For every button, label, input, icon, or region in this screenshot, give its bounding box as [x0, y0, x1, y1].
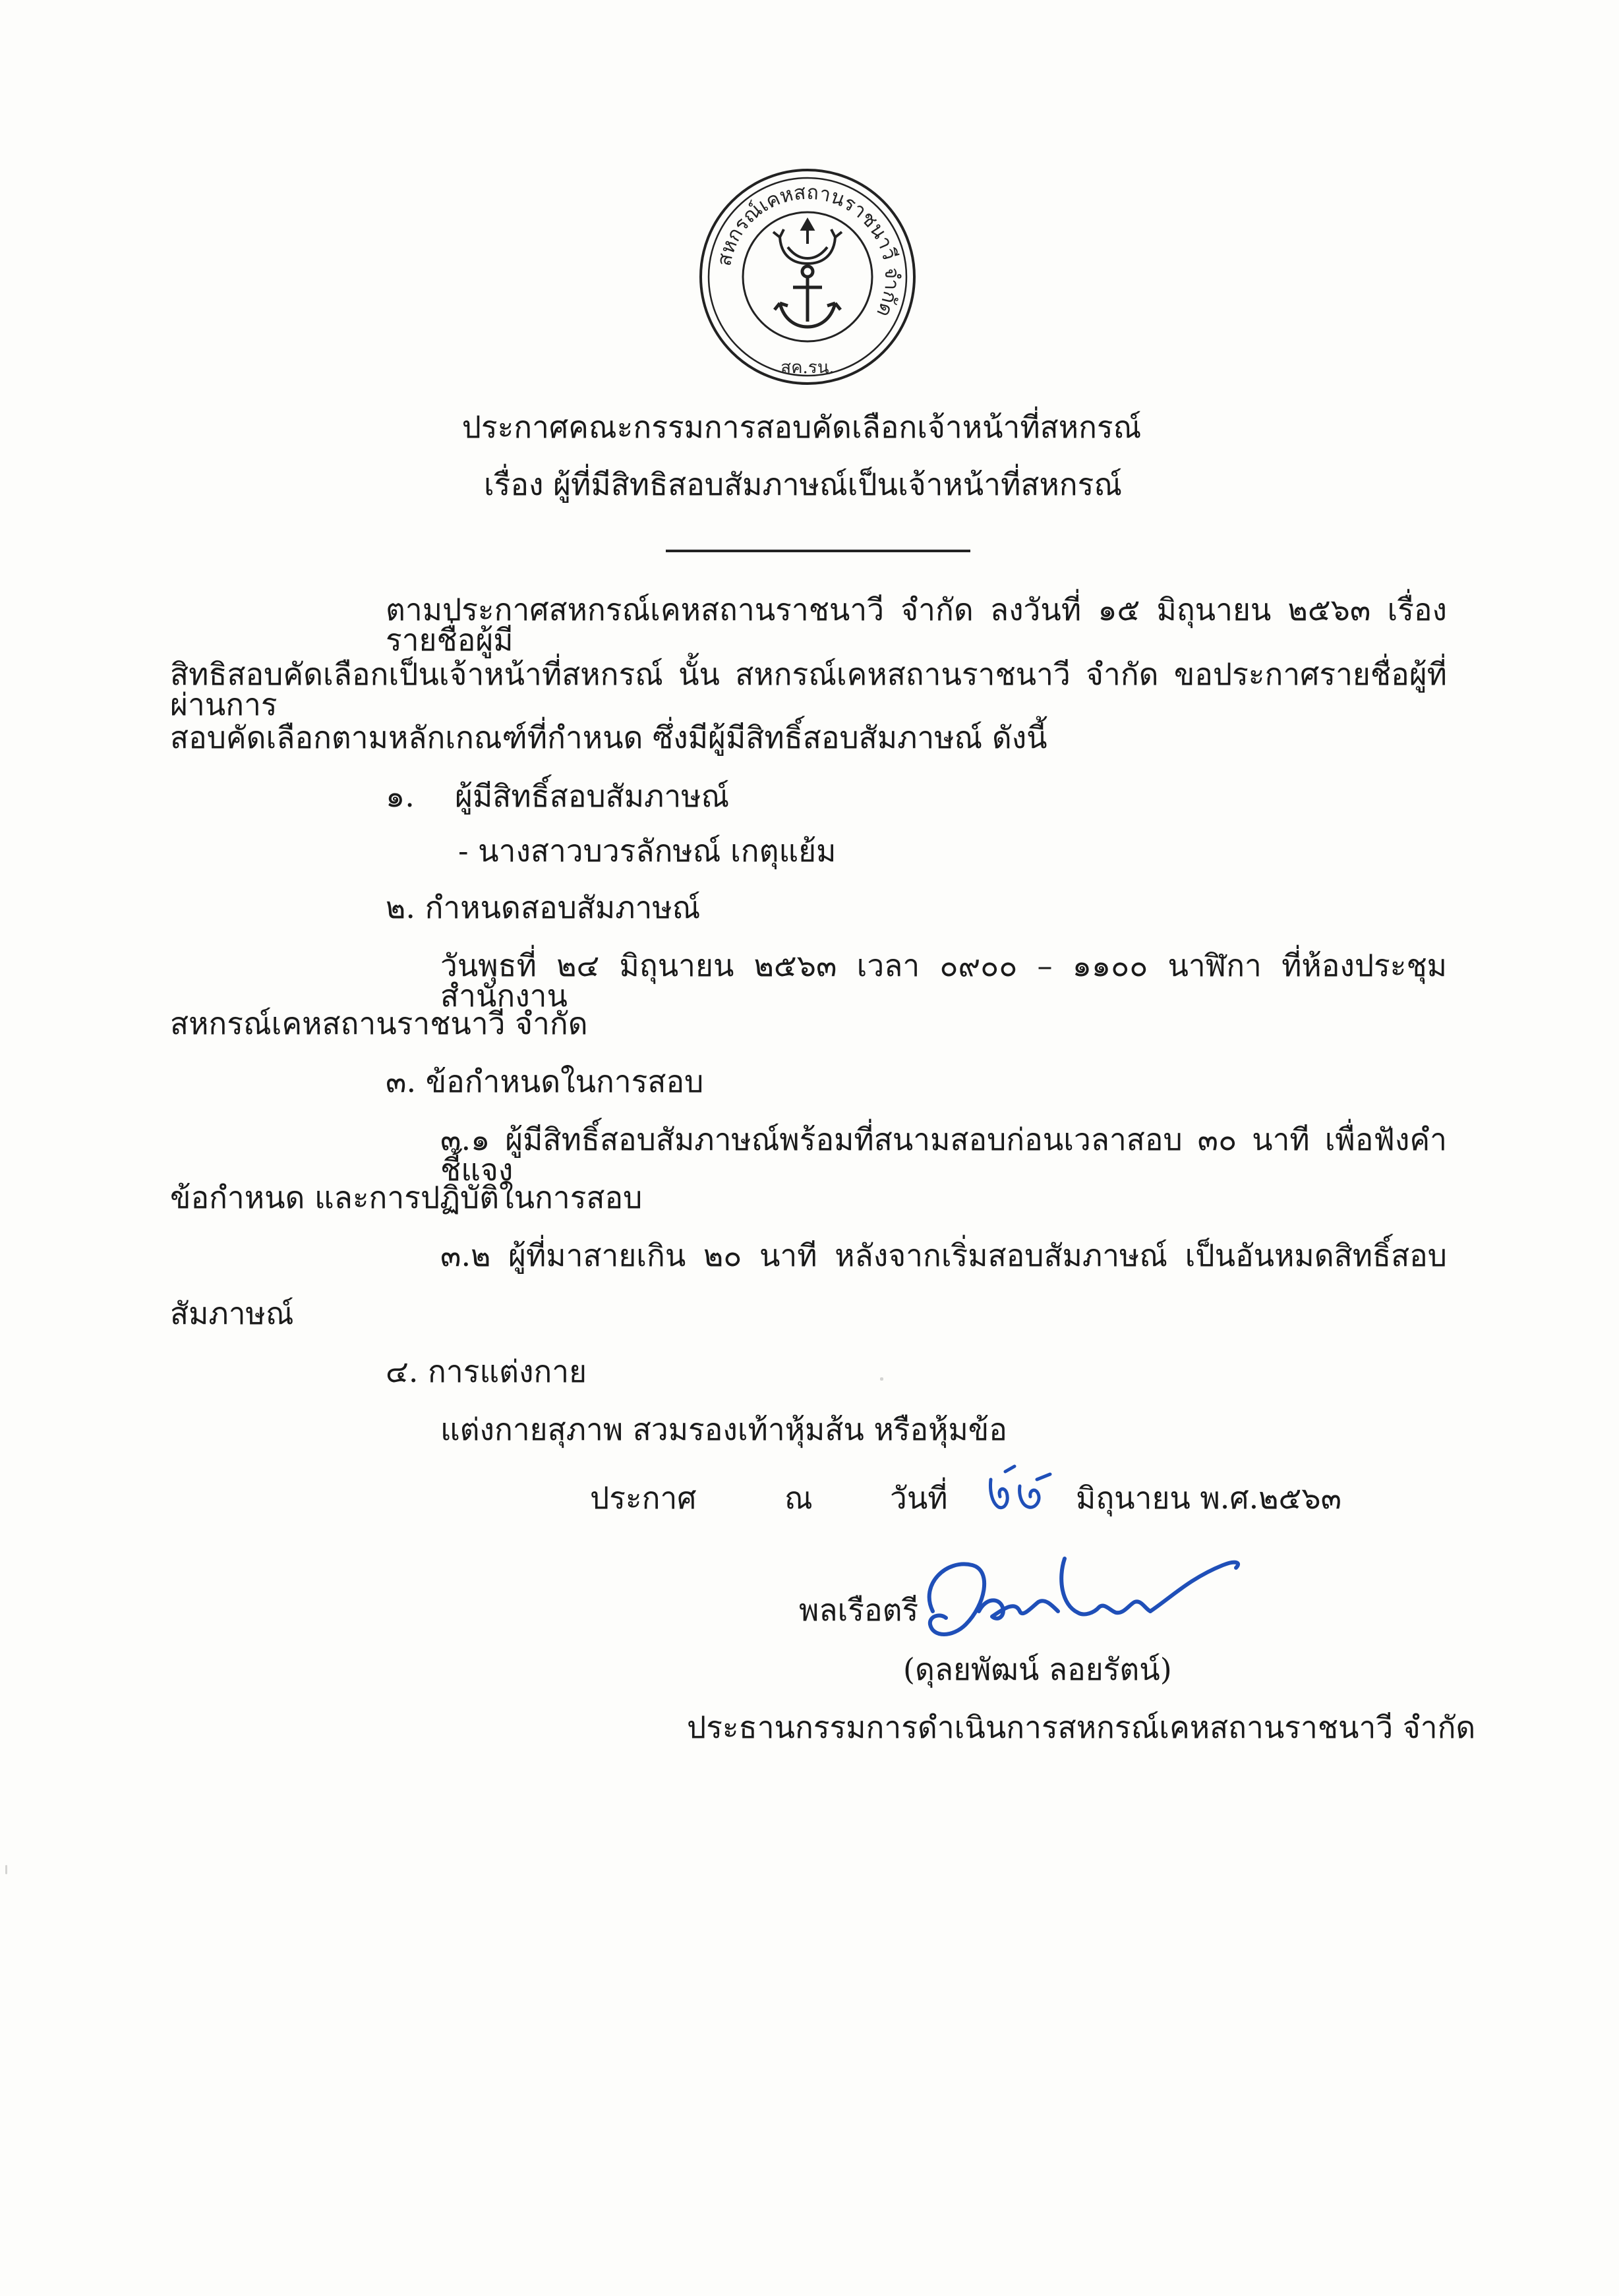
announcement-subject: เรื่อง ผู้ที่มีสิทธิสอบสัมภาษณ์เป็นเจ้าหน้าที่สหกรณ์: [483, 467, 1123, 502]
item3-1-line-1: ๓.๑ ผู้มีสิทธิ์สอบสัมภาษณ์พร้อมที่สนามสอบก่อนเวลาสอบ ๓๐ นาที เพื่อฟังคำชี้แจง: [440, 1122, 1447, 1188]
item2-line-1: วันพุธที่ ๒๔ มิถุนายน ๒๕๖๓ เวลา ๐๙๐๐ – ๑๑๐๐ นาฬิกา ที่ห้องประชุม สำนักงาน: [440, 948, 1447, 1014]
item1-number: ๑.: [386, 778, 415, 814]
emblem-seal: [695, 165, 920, 389]
item3-title: ๓. ข้อกำหนดในการสอบ: [386, 1064, 704, 1099]
handwritten-signature: [906, 1539, 1249, 1664]
signer-name: (ดุลยพัฒน์ ลอยรัตน์): [903, 1651, 1172, 1687]
item2-title: ๒. กำหนดสอบสัมภาษณ์: [386, 890, 701, 925]
announce-at: ณ: [784, 1480, 813, 1516]
trident-icon: [773, 220, 842, 264]
scan-speck: [5, 1865, 7, 1874]
scan-speck: [880, 1377, 883, 1381]
item4-line-1: แต่งกายสุภาพ สวมรองเท้าหุ้มส้น หรือหุ้มข้อ: [440, 1412, 1007, 1447]
item1-title: ผู้มีสิทธิ์สอบสัมภาษณ์: [455, 778, 730, 814]
seal-bottom-text: สค.รน.: [780, 358, 835, 378]
seal-ring-text: สหกรณ์เคหสถานราชนาวี จำกัด: [713, 181, 904, 321]
signer-position: ประธานกรรมการดำเนินการสหกรณ์เคหสถานราชนาวี จำกัด: [687, 1709, 1476, 1745]
announce-month-year: มิถุนายน พ.ศ.๒๕๖๓: [1076, 1480, 1342, 1516]
handwritten-day: [986, 1460, 1058, 1519]
item3-2-line-1: ๓.๒ ผู้ที่มาสายเกิน ๒๐ นาที หลังจากเริ่มสอบสัมภาษณ์ เป็นอันหมดสิทธิ์สอบ: [440, 1238, 1447, 1273]
intro-line-1: ตามประกาศสหกรณ์เคหสถานราชนาวี จำกัด ลงวันที่ ๑๕ มิถุนายน ๒๕๖๓ เรื่อง รายชื่อผู้มี: [386, 592, 1447, 658]
title-underline: [666, 550, 970, 552]
item3-2-line-2: สัมภาษณ์: [170, 1296, 294, 1331]
announce-day-label: วันที่: [890, 1480, 948, 1516]
item1-candidate-name: - นางสาวบวรลักษณ์ เกตุแย้ม: [458, 833, 837, 869]
anchor-icon: [775, 266, 840, 327]
item4-title: ๔. การแต่งกาย: [386, 1354, 587, 1389]
announcement-title: ประกาศคณะกรรมการสอบคัดเลือกเจ้าหน้าที่สหกรณ์: [461, 409, 1142, 445]
intro-line-3: สอบคัดเลือกตามหลักเกณฑ์ที่กำหนด ซึ่งมีผู้มีสิทธิ์สอบสัมภาษณ์ ดังนี้: [170, 720, 1047, 755]
signer-rank: พลเรือตรี: [799, 1592, 919, 1628]
intro-line-2: สิทธิสอบคัดเลือกเป็นเจ้าหน้าที่สหกรณ์ นั้น สหกรณ์เคหสถานราชนาวี จำกัด ขอประกาศรายชื่อผู้ที่ผ่านการ: [170, 656, 1447, 722]
announce-label: ประกาศ: [590, 1480, 697, 1516]
item2-line-2: สหกรณ์เคหสถานราชนาวี จำกัด: [170, 1006, 588, 1041]
item3-1-line-2: ข้อกำหนด และการปฏิบัติในการสอบ: [170, 1180, 643, 1215]
